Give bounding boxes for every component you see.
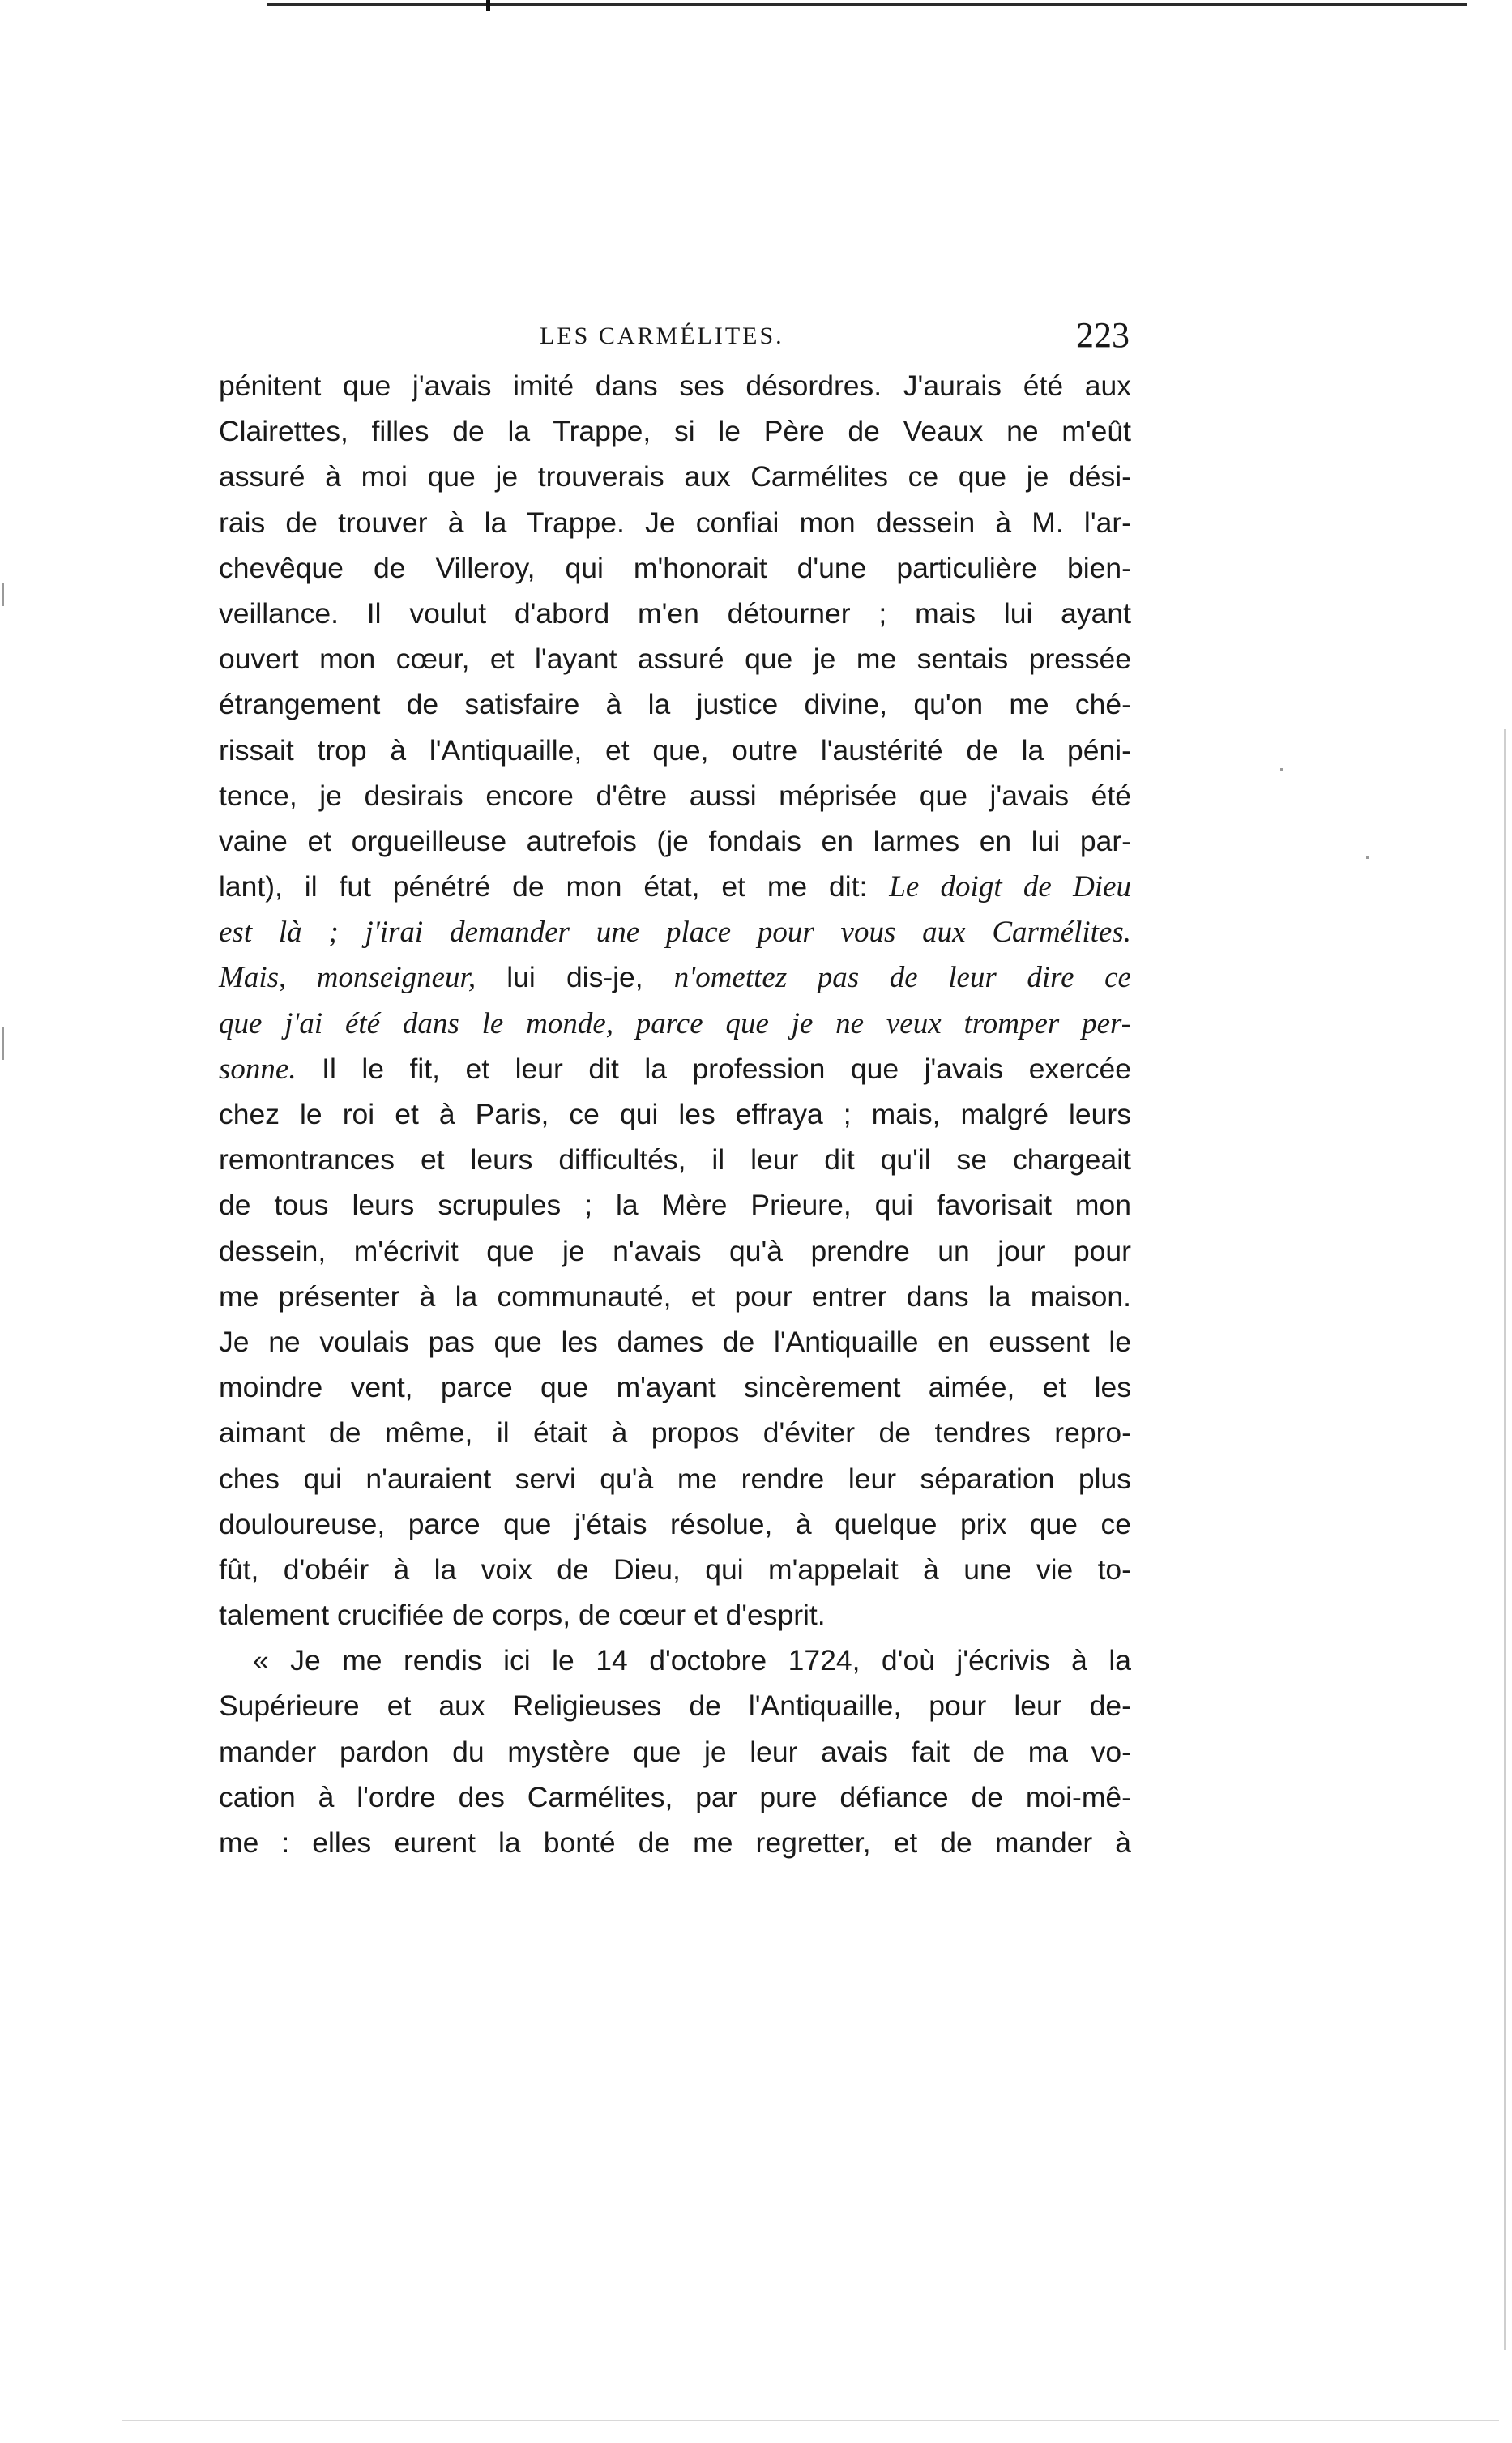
text-segment: Je ne voulais pas que les dames de l'Antiquaille en eussent le [219,1325,1131,1358]
text-segment: dessein, m'écrivit que je n'avais qu'à prendre un jour pour [219,1234,1131,1267]
text-segment: cation à l'ordre des Carmélites, par pure défiance de moi-mê- [219,1780,1131,1813]
scan-mark-left-1 [2,583,4,606]
text-line [219,1274,1131,1319]
italic-text-segment: Le doigt de Dieu [889,870,1131,904]
text-line [219,1319,1131,1365]
text-line [219,1501,1131,1547]
text-segment: fût, d'obéir à la voix de Dieu, qui m'appelait à une vie to- [219,1553,1131,1586]
italic-text-segment: n'omettez pas de leur dire ce [673,961,1131,995]
text-line [219,1365,1131,1410]
text-line [219,636,1131,681]
running-title: LES CARMÉLITES. [540,322,784,349]
text-segment: me présenter à la communauté, et pour entrer dans la maison. [219,1279,1131,1313]
text-segment: talement crucifiée de corps, de cœur et d'esprit. [219,1599,826,1632]
text-segment: aimant de même, il était à propos d'éviter de tendres repro- [219,1416,1131,1450]
text-segment: me : elles eurent la bonté de me regretter, et de mander à [219,1826,1131,1859]
text-line [219,1820,1131,1865]
text-line [219,681,1131,727]
text-segment: chez le roi et à Paris, ce qui les effraya ; mais, malgré leurs [219,1098,1131,1130]
text-line [219,955,1131,1000]
text-segment: assuré à moi que je trouverais aux Carmélites ce que je dési- [219,460,1131,493]
text-segment: de tous leurs scrupules ; la Mère Prieure, qui favorisait mon [219,1189,1131,1222]
text-segment: pénitent que j'avais imité dans ses désordres. J'aurais été aux [219,369,1131,402]
page-number: 223 [1076,315,1130,355]
text-line [219,1182,1131,1228]
text-line [219,1137,1131,1182]
text-line [219,909,1131,955]
text-line [219,1638,1131,1683]
scan-mark-right-2 [1366,856,1369,859]
top-border-rule [267,3,1467,6]
body-text [219,363,1131,1865]
text-line [219,864,1131,909]
text-line [219,1091,1131,1137]
text-segment: Clairettes, filles de la Trappe, si le Père de Veaux ne m'eût [219,415,1131,448]
text-segment: rissait trop à l'Antiquaille, et que, outre l'austérité de la péni- [219,733,1131,767]
scan-mark-bottom [122,2420,1499,2421]
text-segment: veillance. Il voulut d'abord m'en détourner ; mais lui ayant [219,596,1131,630]
text-line [219,363,1131,408]
text-line [219,1456,1131,1501]
text-line [219,408,1131,454]
text-segment: ches qui n'auraient servi qu'à me rendre leur séparation plus [219,1462,1131,1495]
text-segment: lui dis-je, [476,961,674,994]
text-segment: chevêque de Villeroy, qui m'honorait d'une particulière bien- [219,551,1131,584]
text-line [219,818,1131,864]
italic-text-segment: sonne. [219,1052,297,1086]
text-line [219,1046,1131,1091]
scan-mark-right-edge [1504,729,1506,2350]
text-line [219,1775,1131,1820]
text-segment: tence, je desirais encore d'être aussi méprisée que j'avais été [219,779,1131,812]
italic-text-segment: que j'ai été dans le monde, parce que je ne veux tromper per- [219,1006,1131,1040]
text-line [219,591,1131,636]
text-segment: moindre vent, parce que m'ayant sincèrement aimée, et les [219,1371,1131,1404]
text-segment: ouvert mon cœur, et l'ayant assuré que je me sentais pressée [219,643,1131,676]
text-segment: Supérieure et aux Religieuses de l'Antiquaille, pour leur de- [219,1689,1131,1723]
top-border-tick [486,0,490,11]
text-line [219,1592,1131,1638]
text-segment: « Je me rendis ici le 14 d'octobre 1724, d'où j'écrivis à la [253,1644,1131,1677]
scan-mark-right-1 [1280,768,1283,771]
text-segment: rais de trouver à la Trappe. Je confiai mon dessein à M. l'ar- [219,506,1131,539]
text-line [219,1001,1131,1046]
text-line [219,1547,1131,1592]
text-segment: douloureuse, parce que j'étais résolue, à quelque prix que ce [219,1507,1131,1540]
text-line [219,454,1131,499]
text-line [219,1683,1131,1728]
italic-text-segment: est là ; j'irai demander une place pour vous aux Carmélites. [219,916,1131,950]
text-line [219,545,1131,591]
text-segment: lant), il fut pénétré de mon état, et me dit: [219,870,890,903]
text-segment: Il le fit, et leur dit la profession que j'avais exercée [296,1052,1131,1085]
text-line [219,728,1131,773]
text-line [219,1729,1131,1775]
text-segment: étrangement de satisfaire à la justice divine, qu'on me ché- [219,688,1131,721]
text-line [219,500,1131,545]
text-line [219,1228,1131,1274]
text-line [219,773,1131,818]
page-header [224,314,1130,363]
text-segment: mander pardon du mystère que je leur avais fait de ma vo- [219,1735,1131,1768]
text-segment: vaine et orgueilleuse autrefois (je fondais en larmes en lui par- [219,824,1131,857]
text-segment: remontrances et leurs difficultés, il leur dit qu'il se chargeait [219,1143,1131,1177]
scan-mark-left-2 [2,1027,4,1060]
italic-text-segment: Mais, monseigneur, [219,961,476,995]
text-line [219,1410,1131,1455]
